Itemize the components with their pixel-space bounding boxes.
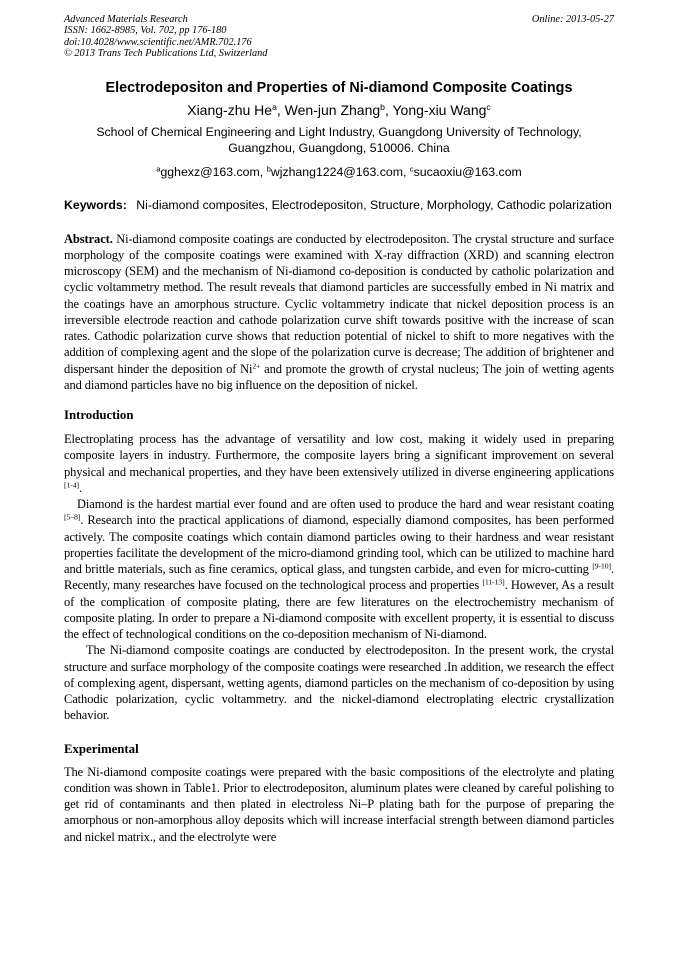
paper-page: [64, 14, 614, 845]
section-heading-experimental: Experimental: [64, 741, 139, 756]
author-name: Yong-xiu Wang: [392, 102, 487, 119]
author-mark: a: [272, 101, 277, 112]
keywords-label: Keywords:: [64, 198, 127, 213]
journal-copyright: © 2013 Trans Tech Publications Ltd, Switzerland: [64, 47, 268, 59]
paragraph-text: Diamond is the hardest martial ever found and are often used to produce the hard and wear resistant coating: [77, 497, 614, 512]
author-list: [64, 102, 614, 119]
citation[interactable]: [1-4]: [64, 480, 79, 490]
experimental-paragraph-1: The Ni-diamond composite coatings were prepared with the basic compositions of the electrolyte and plating condition was shown in Table1. Prior to electrodepositon, aluminum plates were cleaned by careful polishing to get rid of contaminants and then plated in electroless Ni–P plating bath for the purpose of preparing the amorphous or non-amorphous alloy deposits which will increase interfacial strength between diamond particles and nickel matrix., and the electrolyte were: [64, 764, 614, 844]
abstract-text: and promote the growth of crystal nucleus; The join of wetting agents and diamond particles have no big influence on the deposition of nickel.: [64, 361, 614, 392]
paragraph-text: . However, As a result of the complication of composite plating, there are few literatures on the electrochemistry mechanism of composite plating. In order to prepare a Ni-diamond composite with excellent property, it is essential to discuss the effect of technological conditions on the co-deposition mechanism of Ni-diamond.: [64, 578, 614, 642]
paragraph-text: .: [79, 480, 83, 495]
journal-name: Advanced Materials Research: [64, 14, 188, 25]
email-address[interactable]: sucaoxiu@163.com: [413, 165, 522, 180]
email-separator: ,: [402, 165, 410, 180]
online-date: Online: 2013-05-27: [531, 14, 614, 25]
author-mark: b: [380, 101, 385, 112]
email-address[interactable]: gghexz@163.com: [160, 165, 260, 180]
affiliation-line: School of Chemical Engineering and Light Industry, Guangdong University of Technology,: [96, 125, 582, 140]
author-name: Xiang-zhu He: [187, 102, 273, 119]
keywords: [64, 198, 614, 214]
abstract-superscript: 2+: [252, 361, 261, 371]
citation[interactable]: [11-13]: [482, 577, 505, 587]
paper-title: Electrodepositon and Properties of Ni-diamond Composite Coatings: [105, 80, 573, 97]
email-address[interactable]: wjzhang1224@163.com: [270, 165, 403, 180]
section-heading-introduction: Introduction: [64, 408, 134, 423]
author-separator: ,: [276, 102, 285, 119]
intro-paragraph-2: [64, 496, 614, 642]
abstract: [64, 231, 614, 394]
email-list: [64, 165, 614, 180]
author-separator: ,: [384, 102, 393, 119]
paragraph-text: . Research into the practical applications of diamond, especially diamond composites, has been performed actively. The composite coatings which contain diamond particles owing to their hardness and wear resistant properties facilitate the development of the micro-diamond grinding tool, which can be utilized to machine hard and brittle materials, such as fine ceramics, optical glass, and tungsten carbide, and even for micro-cutting: [64, 513, 614, 577]
email-mark: c: [409, 164, 414, 174]
paragraph-text: Electroplating process has the advantage of versatility and low cost, making it widely used in preparing composite layers in industry. Furthermore, the composite layers bring a significant improvement on several physical and mechanical properties, and they have been extensively utilized in diverse engineering applications: [64, 432, 614, 479]
abstract-text: Ni-diamond composite coatings are conducted by electrodepositon. The crystal structure and surface morphology of the composite coatings were examined with X-ray diffraction (XRD) and scanning electron microscopy (SEM) and the mechanism of Ni-diamond co-deposition is conducted by catholic polarization and cyclic voltammetry method. The result reveals that diamond particles are successfully embed in Ni matrix and the coatings have an amorphous structure. Cyclic voltammetry indicate that nickel deposition process is an irreversible electrode reaction and cathode polarization curve shift towards positive with the increase of scan rates. Cathodic polarization curve shows that reduction potential of nickel to shift to more negatives with the addition of complexing agent and the slope of the polarization curve is decrease; The addition of brightener and dispersant hinder the deposition of Ni: [64, 231, 614, 376]
journal-issn: ISSN: 1662-8985, Vol. 702, pp 176-180: [64, 25, 227, 37]
keywords-text: Ni-diamond composites, Electrodepositon, Structure, Morphology, Cathodic polarization: [136, 198, 612, 213]
intro-paragraph-3: The Ni-diamond composite coatings are conducted by electrodepositon. In the present work, the crystal structure and surface morphology of the composite coatings were researched .In addition, we research the effect of complexing agent, dispersant, wetting agents, diamond particles on the mechanism of co-deposition by using Cathodic polarization, cyclic voltammetry. and the nickel-diamond electroplating electric crystallization behavior.: [64, 643, 614, 723]
intro-paragraph-1: [64, 431, 614, 496]
email-mark: a: [156, 164, 161, 174]
citation[interactable]: [9-10]: [592, 561, 611, 571]
affiliation-line: Guangzhou, Guangdong, 510006. China: [228, 140, 450, 155]
affiliation: [64, 125, 614, 156]
journal-header: [64, 14, 614, 59]
abstract-label: Abstract.: [64, 231, 113, 246]
author-mark: c: [486, 101, 491, 112]
journal-doi: doi:10.4028/www.scientific.net/AMR.702.176: [64, 36, 252, 48]
email-mark: b: [266, 164, 271, 174]
author-name: Wen-jun Zhang: [284, 102, 381, 119]
paragraph-text: . Recently, many researches have focused on the technological process and properties: [64, 562, 614, 593]
citation[interactable]: [5–8]: [64, 512, 81, 522]
email-separator: ,: [259, 165, 267, 180]
